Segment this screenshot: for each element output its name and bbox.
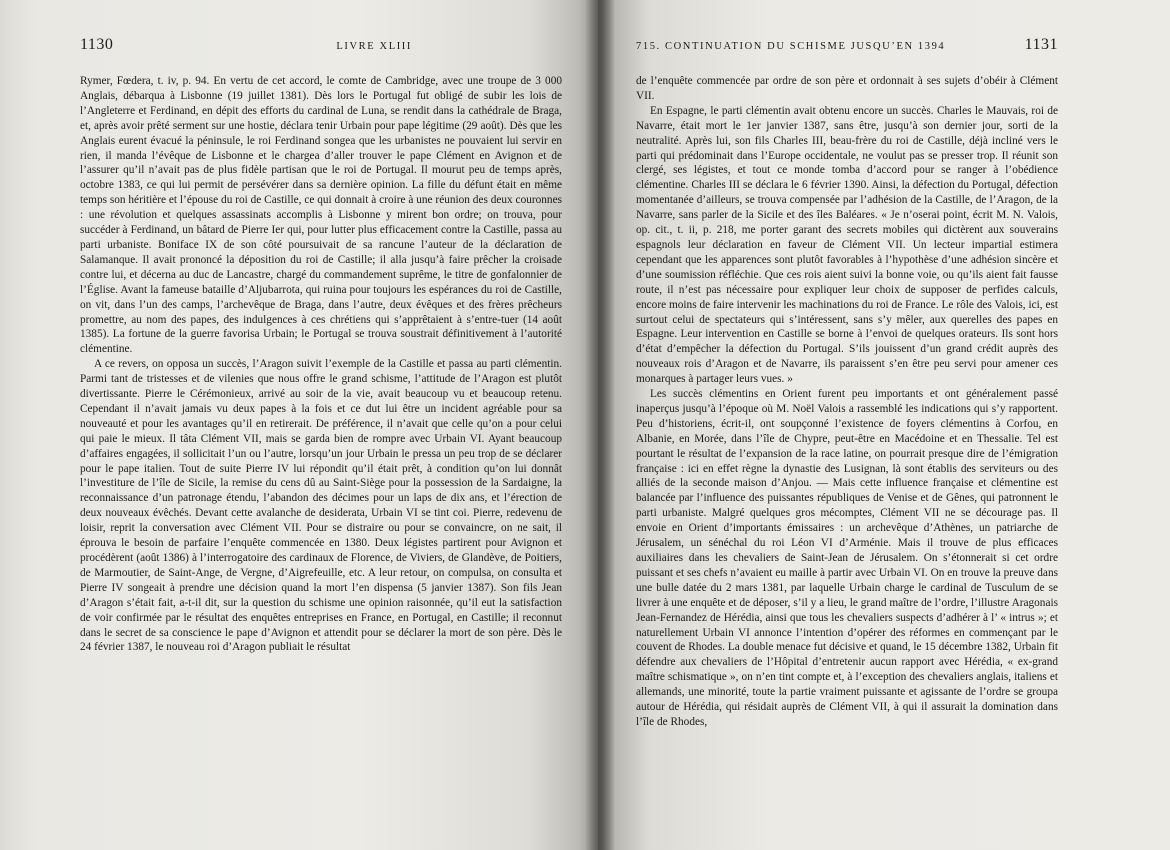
left-paragraph-1: Rymer, Fœdera, t. iv, p. 94. En vertu de cet accord, le comte de Cambridge, avec une troupe de 3 000 Anglais, débarqua à Lisbonne (19 juillet 1381). Dès lors le Portugal fut obligé de subir les lois de l’Angleterre et Ferdinand, en dépit des efforts du cardinal de Luna, se rendit dans la cathédrale de Braga, et, après avoir prêté serment sur une hostie, déclara tenir Urbain pour pape légitime (29 août). Dès que les Anglais eurent évacué la péninsule, le roi Ferdinand songea que les urbanistes ne pouvaient lui servir en rien, il manda l’évêque de Lisbonne et le chargea d’aller trouver le pape Clément en Avignon et de l’assurer qu’il n’avait pas de plus fidèle partisan que le roi de Portugal. Il mourut peu de temps après, octobre 1383, ce qui lui permit de persévérer dans sa dernière opinion. La fille du défunt était en même temps son héritière et l’épouse du roi de Castille, ce qui donnait à croire à une réunion des deux couronnes : une révolution et quelques assassinats accomplis à Lisbonne y mirent bon ordre; on trouva, pour succéder à Ferdinand, un bâtard de Pierre Ier qui, pour lutter plus efficacement contre la Castille, passa au parti urbaniste. Boniface IX de son côté poursuivait de sa rancune l’auteur de la déclaration de Salamanque. Il avait prononcé la déposition du roi de Castille; il alla jusqu’à faire prêcher la croisade contre lui, et décerna au duc de Lancastre, chargé du commandement suprême, le titre de gonfalonnier de l’Église. Avant la fameuse bataille d’Aljubarrota, qui ruina pour toujours les espérances du roi de Castille, on vit, dans l’un des camps, l’archevêque de Braga, dans l’autre, deux évêques et des frères prêcheurs promettre, au nom des papes, des indulgences à ces chrétiens qui s’apprêtaient à s’entre-tuer (14 août 1385). La fortune de la guerre favorisa Urbain; le Portugal se trouva soustrait définitivement à l’autorité clémentine. [80, 75, 562, 356]
right-page [598, 0, 1170, 850]
right-page-body [636, 74, 1058, 730]
right-paragraph-1: de l’enquête commencée par ordre de son père et ordonnait à ses sujets d’obéir à Clément VII. [636, 75, 1058, 102]
left-running-head: LIVRE XLIII [336, 41, 412, 52]
left-page-number: 1130 [80, 36, 114, 53]
right-running-head: 715. CONTINUATION DU SCHISME JUSQU’EN 1394 [636, 41, 946, 52]
left-page-body [80, 74, 562, 655]
right-page-number: 1131 [1024, 36, 1058, 53]
left-paragraph-2: A ce revers, on opposa un succès, l’Aragon suivit l’exemple de la Castille et passa au parti clémentin. Parmi tant de tristesses et de vilenies que nous offre le grand schisme, l’attitude de l’Aragon est plutôt divertissante. Pierre le Cérémonieux, arrivé au soir de la vie, avait beaucoup vu et beaucoup retenu. Cependant il n’avait jamais vu deux papes à la fois et ce dut lui être un incident agréable pour sa nouveauté et pour les avantages qu’il en retirerait. De préférence, il n’avait que celle qu’on a pour celui qui paie le mieux. Il tâta Clément VII, mais se garda bien de rompre avec Urbain VI. Ayant beaucoup d’affaires engagées, il sollicitait l’un ou l’autre, lorsqu’un jour Urbain le pressa un peu trop de se déclarer pour le pape italien. Tout de suite Pierre IV lui répondit qu’il était prêt, à condition qu’on lui donnât l’investiture de l’île de Sicile, la remise du cens dû au Saint-Siège pour la possession de la Sardaigne, la reconnaissance d’un patronage étendu, l’abandon des décimes pour un laps de dix ans, et l’érection de deux nouveaux évêchés. Devant cette avalanche de desiderata, Urbain VI se tint coi. Pierre, redevenu de loisir, reprit la conversation avec Clément VII. Pour se distraire ou pour se convaincre, on ne sait, il éprouva le besoin de parfaire l’enquête commencée en 1380. Deux légistes partirent pour Avignon et procédèrent (août 1386) à l’interrogatoire des cardinaux de Florence, de Viviers, de Glandève, de Poitiers, de Marmoutier, de Saint-Ange, de Vergne, d’Aigrefeuille, etc. A leur retour, on compulsa, on consulta et Pierre IV songeait à prendre une décision quand la mort l’en dispensa (5 janvier 1387). Son fils Jean d’Aragon s’était fait, a-t-il dit, sur la question du schisme une opinion raisonnée, qu’il eut la satisfaction de voir confirmée par le résultat des enquêtes entreprises en France, en Portugal, en Castille; il reconnut dans le secret de sa conscience le pape d’Avignon et attendit pour se déclarer la mort de son père. Dès le 24 février 1387, le nouveau roi d’Aragon publiait le résultat [80, 358, 562, 654]
right-page-header [636, 36, 1058, 66]
right-paragraph-3: Les succès clémentins en Orient furent peu importants et ont généralement passé inaperçus jusqu’à l’époque où M. Noël Valois a rassemblé les indications qui s’y rapportent. Peu d’historiens, écrit-il, ont soupçonné l’existence de foyers clémentins à Corfou, en Albanie, en Morée, dans l’île de Chypre, peut-être en Macédoine et en Thessalie. Tel est pourtant le résultat de l’expansion de la race latine, on pourrait presque dire de l’émigration française : ici en effet règne la dynastie des Lusignan, là sont établis des serviteurs ou des alliés de la seconde maison d’Anjou. — Mais cette influence française et clémentine est balancée par l’influence des puissantes républiques de Venise et de Gênes, qui patronnent le parti urbaniste. Malgré quelques gros mécomptes, Clément VII ne se décourage pas. Il envoie en Orient d’importants émissaires : un archevêque d’Athènes, un patriarche de Jérusalem, un sénéchal du roi Léon VI d’Arménie. Mais il trouve de plus efficaces auxiliaires dans les chevaliers de Saint-Jean de Jérusalem. On s’étonnerait si cet ordre puissant et ses chefs n’avaient eu maille à partir avec Urbain VI. On en trouve la preuve dans une bulle datée du 2 mars 1381, par laquelle Urbain charge le cardinal de Tusculum de se livrer à une enquête et de déposer, s’il y a lieu, le grand maître de l’ordre, l’illustre Aragonais Jean-Fernandez de Hérédia, ainsi que tous les chevaliers suspects d’adhérer à l’ « intrus »; et naturellement Urbain VI annonce l’intention d’opérer des réformes en commençant par le couvent de Rhodes. La double menace fut décisive et quand, le 15 décembre 1382, Urbain fit défendre aux chevaliers de l’Hôpital d’entretenir aucun rapport avec Hérédia, « ex-grand maître schismatique », on n’en tint compte et, à l’exception des chevaliers anglais, italiens et allemands, une minorité, toute la partie vraiment puissante et agissante de l’ordre se groupa autour de Hérédia, qui résidait auprès de Clément VII, à qui il assurait la domination dans l’île de Rhodes, [636, 388, 1058, 728]
left-page-header [80, 36, 562, 66]
right-paragraph-2: En Espagne, le parti clémentin avait obtenu encore un succès. Charles le Mauvais, roi de Navarre, était mort le 1er janvier 1387, sans être, jusqu’à son dernier jour, sorti de la neutralité. Après lui, son fils Charles III, beau-frère du roi de Castille, déjà incliné vers le parti qui prédominait dans l’Europe occidentale, ne voulut pas se presser trop. Il réunit son clergé, ses légistes, et tout ce monde tomba d’accord pour se ranger à l’obédience clémentine. Charles III se déclara le 6 février 1390. Ainsi, la défection du Portugal, défection momentanée d’ailleurs, se trouva compensée par l’adhésion de la Castille, de l’Aragon, de la Navarre, sans parler de la Sicile et des îles Baléares. « Je n’oserai point, écrit M. N. Valois, op. cit., t. ii, p. 218, me porter garant des secrets mobiles qui dictèrent aux souverains espagnols leur déclaration en faveur de Clément VII. Un lecteur impartial estimera cependant que les apparences sont plutôt favorables à l’hypothèse d’une adhésion sincère et d’une soumission réfléchie. Que ces rois aient suivi la bonne voie, ou qu’ils aient fait fausse route, il n’est pas nécessaire pour expliquer leur choix de supposer de perfides calculs, encore moins de faire intervenir les machinations du roi de France. Le rôle des Valois, ici, est surtout celui de spectateurs qui s’intéressent, sans s’y mêler, aux querelles des papes en Espagne. Leur intervention en Castille se borne à l’envoi de quelques orateurs. Ils sont hors d’état d’empêcher la défection du Portugal. S’ils jouissent d’un grand crédit auprès des nouveaux rois d’Aragon et de Navarre, ils paraissent s’en être peu servi pour amener ces monarques à partager leurs vues. » [636, 104, 1058, 386]
book-gutter-shadow [585, 0, 615, 850]
